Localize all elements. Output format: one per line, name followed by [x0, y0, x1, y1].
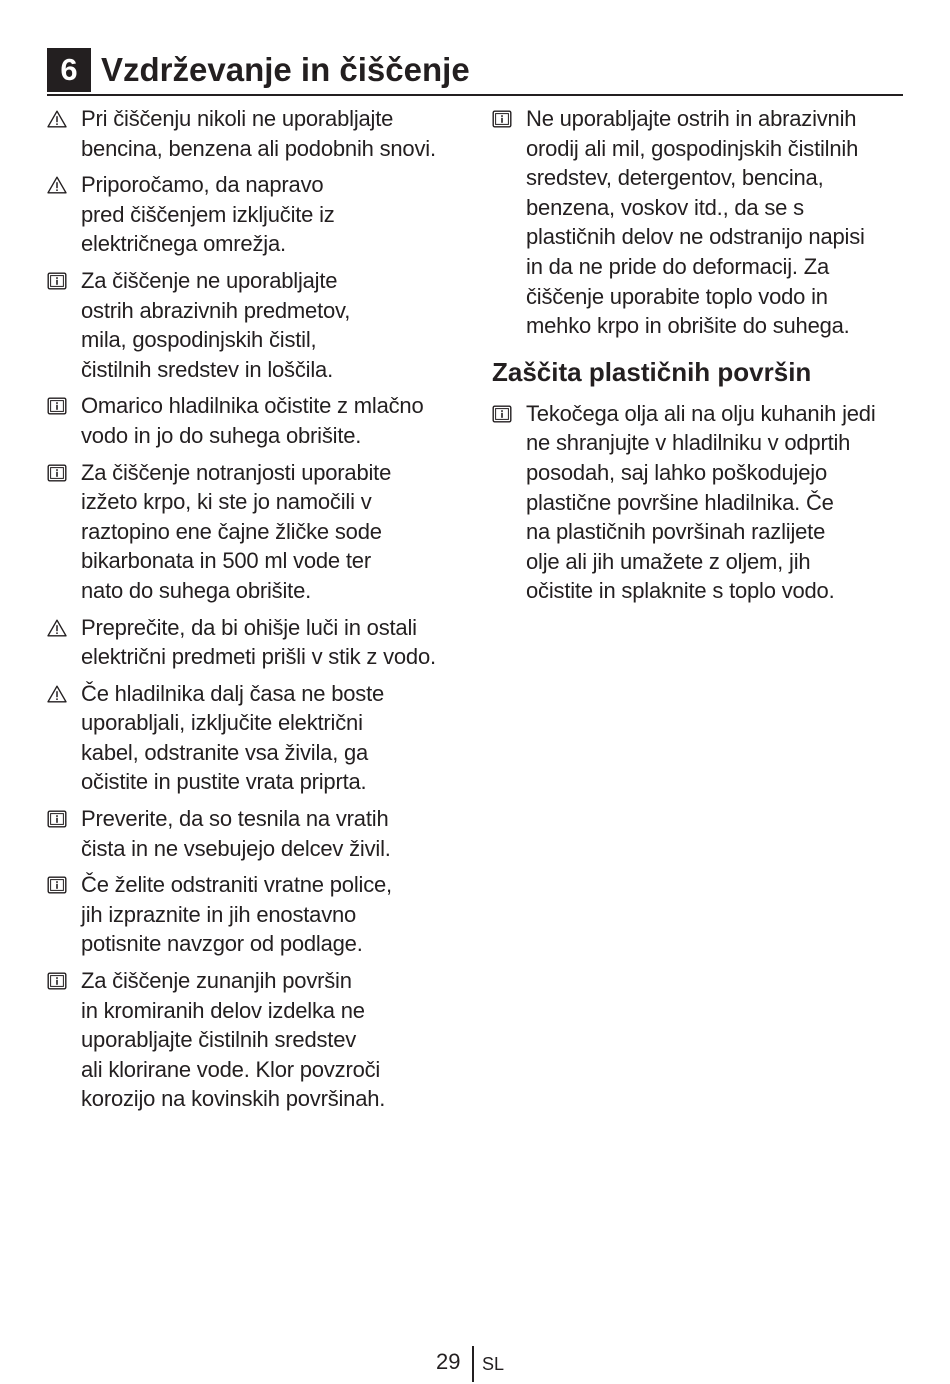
item-text: Pri čiščenju nikoli ne uporabljajte bencina, benzena ali podobnih snovi.	[81, 106, 436, 161]
list-item	[47, 391, 467, 450]
list-item	[47, 870, 467, 959]
page-footer	[436, 1346, 556, 1382]
list-item	[47, 458, 467, 606]
right-column	[492, 104, 892, 613]
list-item	[47, 104, 467, 163]
warning-icon	[47, 619, 67, 637]
list-item	[47, 679, 467, 797]
warning-icon	[47, 176, 67, 194]
item-text: Tekočega olja ali na olju kuhanih jedi ne shranjujte v hladilniku v odprtih posodah, saj lahko poškodujejo plastične površine hladilnika. Če na plastičnih površinah razlijete olje ali jih umažete z oljem, jih očistite in splaknite s toplo vodo.	[526, 400, 876, 604]
item-text: Preprečite, da bi ohišje luči in ostali električni predmeti prišli v stik z vodo.	[81, 614, 436, 670]
language-code: SL	[482, 1354, 505, 1374]
item-text: Za čiščenje zunanjih površin in kromiranih delov izdelka ne uporabljajte čistilnih sredstev ali klorirane vode. Klor povzroči korozijo na kovinskih površinah.	[81, 968, 386, 1112]
info-icon	[47, 972, 67, 990]
info-icon	[47, 272, 67, 290]
info-icon	[492, 405, 512, 423]
item-text: Preverite, da so tesnila na vratih čista in ne vsebujejo delcev živil.	[81, 806, 391, 861]
subsection-title: Zaščita plastičnih površin	[492, 356, 812, 387]
list-item	[47, 966, 467, 1114]
warning-icon	[47, 685, 67, 703]
item-text: Omarico hladilnika očistite z mlačno vodo in jo do suhega obrišite.	[81, 393, 424, 448]
section-number: 6	[47, 48, 91, 92]
item-text: Ne uporabljajte ostrih in abrazivnih orodij ali mil, gospodinjskih čistilnih sredstev, detergentov, bencina, benzena, voskov itd., da se s plastičnih delov ne odstranijo napisi in da ne pride do deformacij. Za čiščenje uporabite toplo vodo in mehko krpo in obrišite do suhega.	[526, 106, 865, 339]
list-item	[47, 804, 467, 863]
footer-divider	[472, 1346, 474, 1382]
list-item	[492, 104, 892, 341]
list-item	[492, 399, 892, 606]
item-text: Priporočamo, da napravo pred čiščenjem izključite iz električnega omrežja.	[81, 172, 335, 257]
item-text: Če želite odstraniti vratne police, jih izpraznite in jih enostavno potisnite navzgor od podlage.	[81, 872, 392, 957]
item-text: Za čiščenje ne uporabljajte ostrih abrazivnih predmetov, mila, gospodinjskih čistil, čistilnih sredstev in loščila.	[81, 267, 351, 382]
list-item	[47, 266, 467, 384]
info-icon	[47, 464, 67, 482]
section-header	[47, 48, 903, 96]
left-column	[47, 104, 467, 1121]
info-icon	[47, 397, 67, 415]
info-icon	[47, 810, 67, 828]
item-text: Če hladilnika dalj časa ne boste uporabljali, izključite električni kabel, odstranite vsa živila, ga očistite in pustite vrata priprta.	[81, 680, 385, 795]
page-number: 29	[436, 1349, 461, 1374]
section-title: Vzdrževanje in čiščenje	[101, 51, 470, 88]
item-text: Za čiščenje notranjosti uporabite izžeto krpo, ki ste jo namočili v raztopino ene čajne žličke sode bikarbonata in 500 ml vode ter nato do suhega obrišite.	[81, 459, 392, 603]
warning-icon	[47, 110, 67, 128]
list-item	[47, 170, 467, 259]
info-icon	[47, 876, 67, 894]
info-icon	[492, 110, 512, 128]
list-item	[47, 613, 467, 672]
